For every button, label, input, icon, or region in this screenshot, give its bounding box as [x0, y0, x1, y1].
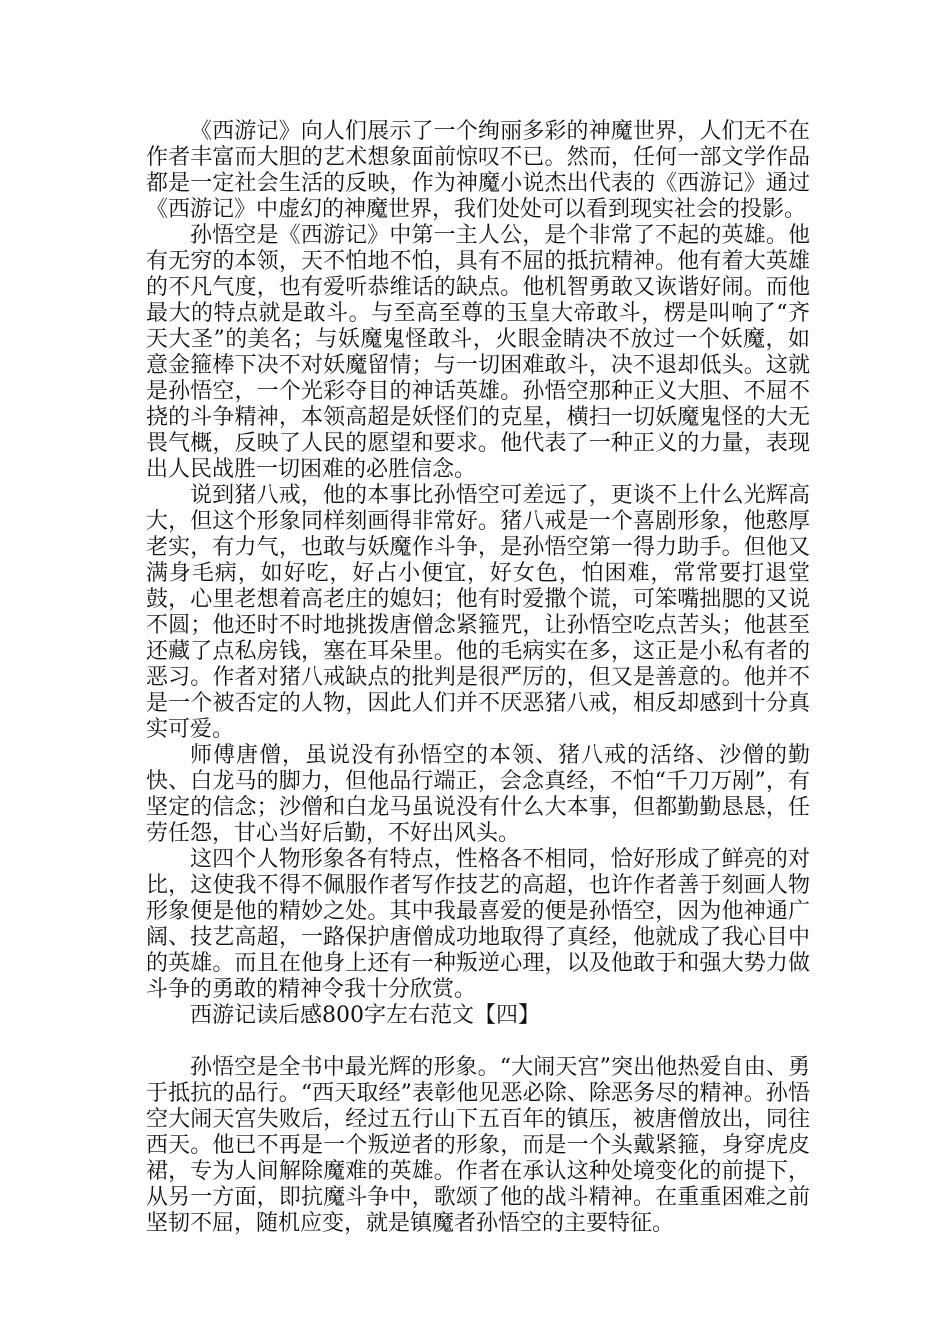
paragraph-zhu-bajie: 说到猪八戒，他的本事比孙悟空可差远了，更谈不上什么光辉高大，但这个形象同样刻画得非常好。猪八戒是一个喜剧形象，他憨厚老实，有力气，也敢与妖魔作斗争，是孙悟空第一得力助手。但他又满身毛病，如好吃，好占小便宜，好女色，怕困难，常常要打退堂鼓，心里老想着高老庄的媳妇；他有时爱撒个谎，可笨嘴拙腮的又说不圆；他还时不时地挑拨唐僧念紧箍咒，让孙悟空吃点苦头；他甚至还藏了点私房钱，塞在耳朵里。他的毛病实在多，这正是小私有者的恶习。作者对猪八戒缺点的批判是很严厉的，但又是善意的。他并不是一个被否定的人物，因此人们并不厌恶猪八戒，相反却感到十分真实可爱。 — [146, 483, 810, 742]
paragraph-tang-seng: 师傅唐僧，虽说没有孙悟空的本领、猪八戒的活络、沙僧的勤快、白龙马的脚力，但他品行端正，会念真经，不怕“千刀万剐”，有坚定的信念；沙僧和白龙马虽说没有什么大本事，但都勤勤恳恳，任劳任怨，甘心当好后勤，不好出风头。 — [146, 743, 810, 846]
paragraph-section-four: 孙悟空是全书中最光辉的形象。“大闹天宫”突出他热爱自由、勇于抵抗的品行。“西天取经”表彰他见恶必除、除恶务尽的精神。孙悟空大闹天宫失败后，经过五行山下五百年的镇压，被唐僧放出，同往西天。他已不再是一个叛逆者的形象，而是一个头戴紧箍，身穿虎皮裙，专为人间解除魔难的英雄。作者在承认这种处境变化的前提下，从另一方面，即抗魔斗争中，歌颂了他的战斗精神。在重重困难之前坚韧不屈，随机应变，就是镇魔者孙悟空的主要特征。 — [146, 1055, 810, 1236]
document-page — [146, 119, 810, 1237]
paragraph-intro: 《西游记》向人们展示了一个绚丽多彩的神魔世界，人们无不在作者丰富而大胆的艺术想象面前惊叹不已。然而，任何一部文学作品都是一定社会生活的反映，作为神魔小说杰出代表的《西游记》通过《西游记》中虚幻的神魔世界，我们处处可以看到现实社会的投影。 — [146, 119, 810, 222]
paragraph-sun-wukong: 孙悟空是《西游记》中第一主人公，是个非常了不起的英雄。他有无穷的本领，天不怕地不怕，具有不屈的抵抗精神。他有着大英雄的不凡气度，也有爱听恭维话的缺点。他机智勇敢又诙谐好闹。而他最大的特点就是敢斗。与至高至尊的玉皇大帝敢斗，楞是叫响了“齐天大圣”的美名；与妖魔鬼怪敢斗，火眼金睛决不放过一个妖魔，如意金箍棒下决不对妖魔留情；与一切困难敢斗，决不退却低头。这就是孙悟空，一个光彩夺目的神话英雄。孙悟空那种正义大胆、不屈不挠的斗争精神，本领高超是妖怪们的克星，横扫一切妖魔鬼怪的大无畏气概，反映了人民的愿望和要求。他代表了一种正义的力量，表现出人民战胜一切困难的必胜信念。 — [146, 223, 810, 482]
section-heading: 西游记读后感800字左右范文【四】 — [190, 1003, 540, 1028]
paragraph-four-characters: 这四个人物形象各有特点，性格各不相同，恰好形成了鲜亮的对比，这使我不得不佩服作者写作技艺的高超，也许作者善于刻画人物形象便是他的精妙之处。其中我最喜爱的便是孙悟空，因为他神通广阔、技艺高超，一路保护唐僧成功地取得了真经，他就成了我心目中的英雄。而且在他身上还有一种叛逆心理，以及他敢于和强大势力做斗争的勇敢的精神令我十分欣赏。 — [146, 847, 810, 1002]
